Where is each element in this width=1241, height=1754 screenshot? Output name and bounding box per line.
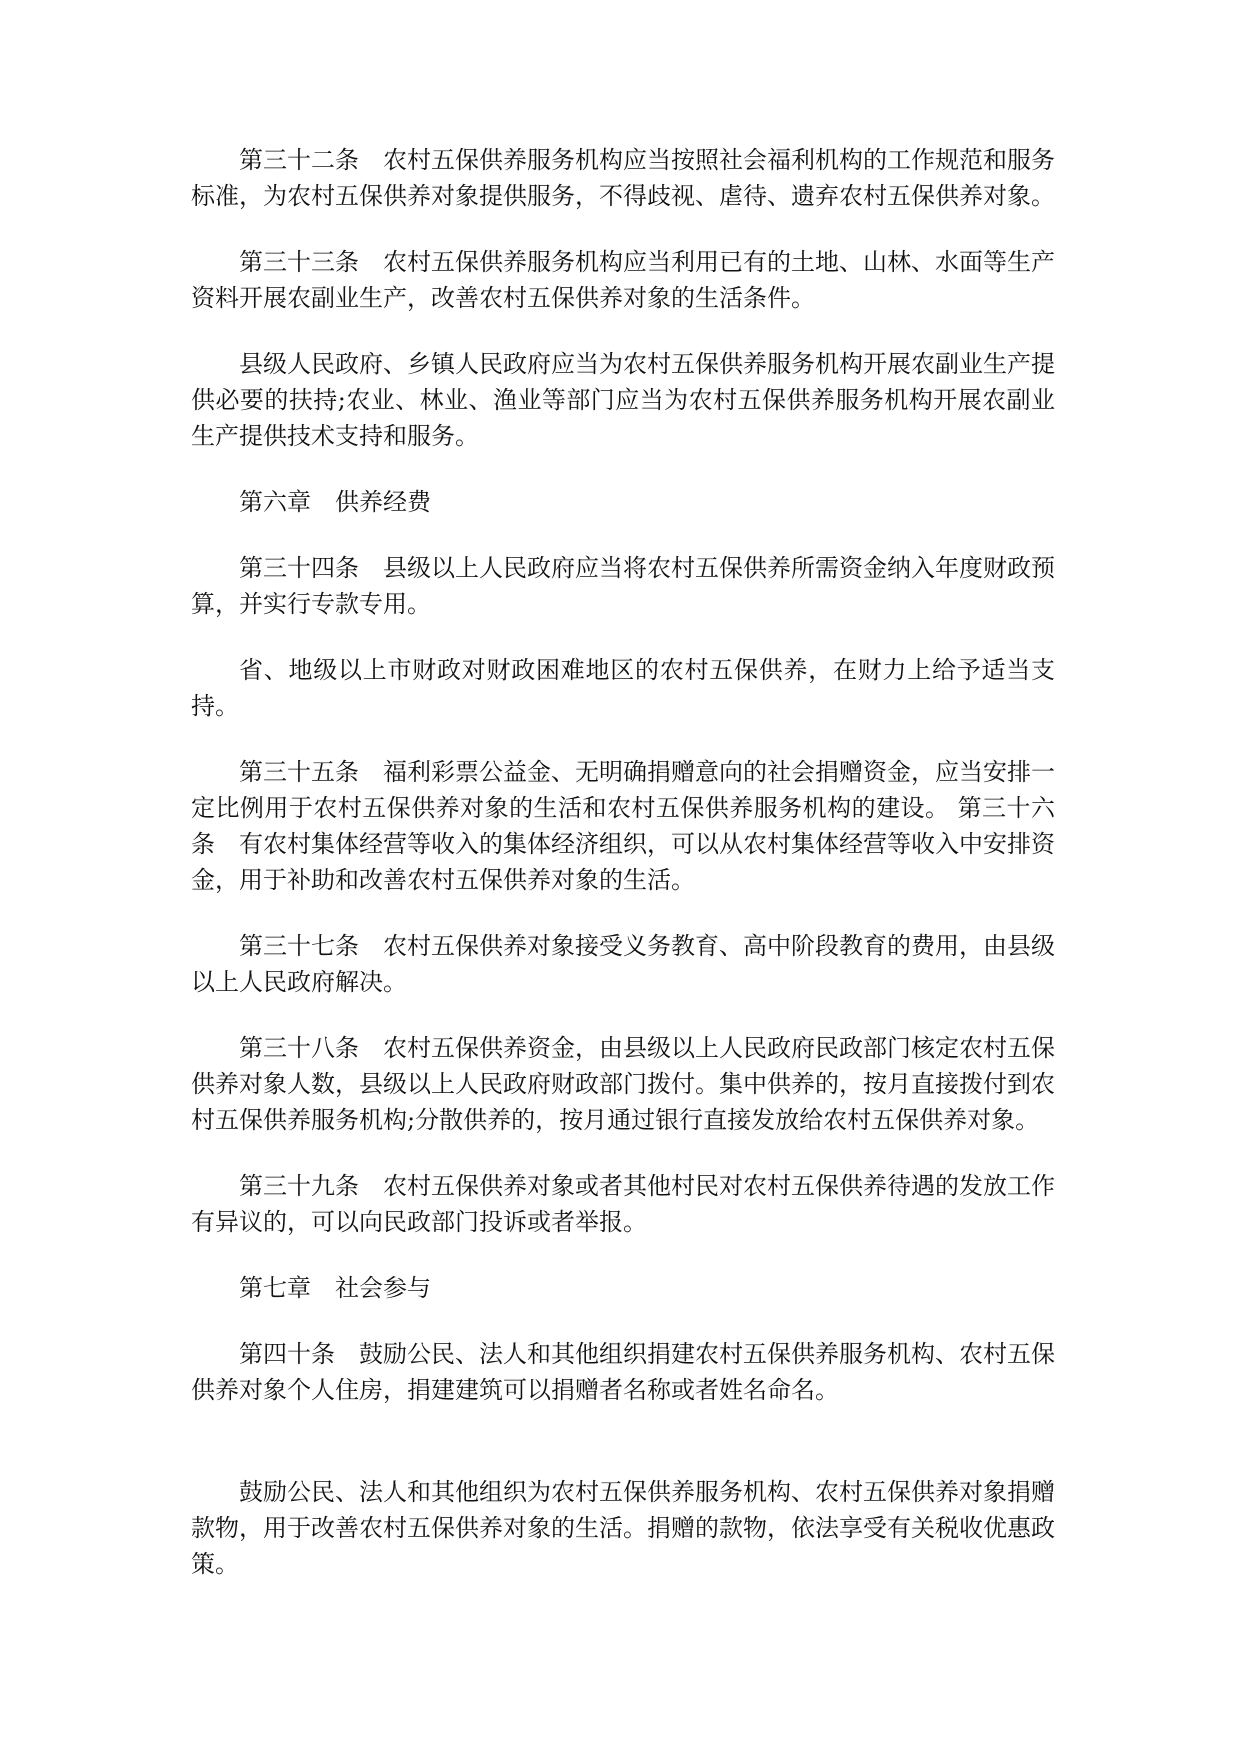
chapter-7-heading: 第七章 社会参与 [239,1274,431,1302]
document-page [191,142,1055,1612]
article-40-paragraph: 第四十条 鼓励公民、法人和其他组织捐建农村五保供养服务机构、农村五保供养对象个人住房，捐建建筑可以捐赠者名称或者姓名命名。 [191,1340,1055,1404]
article-39-paragraph: 第三十九条 农村五保供养对象或者其他村民对农村五保供养待遇的发放工作有异议的，可以向民政部门投诉或者举报。 [191,1172,1055,1236]
article-34-paragraph: 第三十四条 县级以上人民政府应当将农村五保供养所需资金纳入年度财政预算，并实行专款专用。 [191,554,1055,618]
article-37-paragraph: 第三十七条 农村五保供养对象接受义务教育、高中阶段教育的费用，由县级以上人民政府解决。 [191,932,1055,996]
chapter-6-heading: 第六章 供养经费 [239,488,431,516]
article-32-paragraph: 第三十二条 农村五保供养服务机构应当按照社会福利机构的工作规范和服务标准，为农村五保供养对象提供服务，不得歧视、虐待、遗弃农村五保供养对象。 [191,146,1055,210]
article-34-clause-2-paragraph: 省、地级以上市财政对财政困难地区的农村五保供养，在财力上给予适当支持。 [191,656,1055,720]
article-40-clause-2-paragraph: 鼓励公民、法人和其他组织为农村五保供养服务机构、农村五保供养对象捐赠款物，用于改善农村五保供养对象的生活。捐赠的款物，依法享受有关税收优惠政策。 [191,1478,1055,1578]
article-33-clause-2-paragraph: 县级人民政府、乡镇人民政府应当为农村五保供养服务机构开展农副业生产提供必要的扶持;农业、林业、渔业等部门应当为农村五保供养服务机构开展农副业生产提供技术支持和服务。 [191,350,1055,450]
article-38-paragraph: 第三十八条 农村五保供养资金，由县级以上人民政府民政部门核定农村五保供养对象人数，县级以上人民政府财政部门拨付。集中供养的，按月直接拨付到农村五保供养服务机构;分散供养的，按月通过银行直接发放给农村五保供养对象。 [191,1034,1055,1134]
article-33-paragraph: 第三十三条 农村五保供养服务机构应当利用已有的土地、山林、水面等生产资料开展农副业生产，改善农村五保供养对象的生活条件。 [191,248,1055,312]
article-35-36-paragraph: 第三十五条 福利彩票公益金、无明确捐赠意向的社会捐赠资金，应当安排一定比例用于农村五保供养对象的生活和农村五保供养服务机构的建设。 第三十六条 有农村集体经营等收入的集体经济组织，可以从农村集体经营等收入中安排资金，用于补助和改善农村五保供养对象的生活。 [191,758,1055,894]
